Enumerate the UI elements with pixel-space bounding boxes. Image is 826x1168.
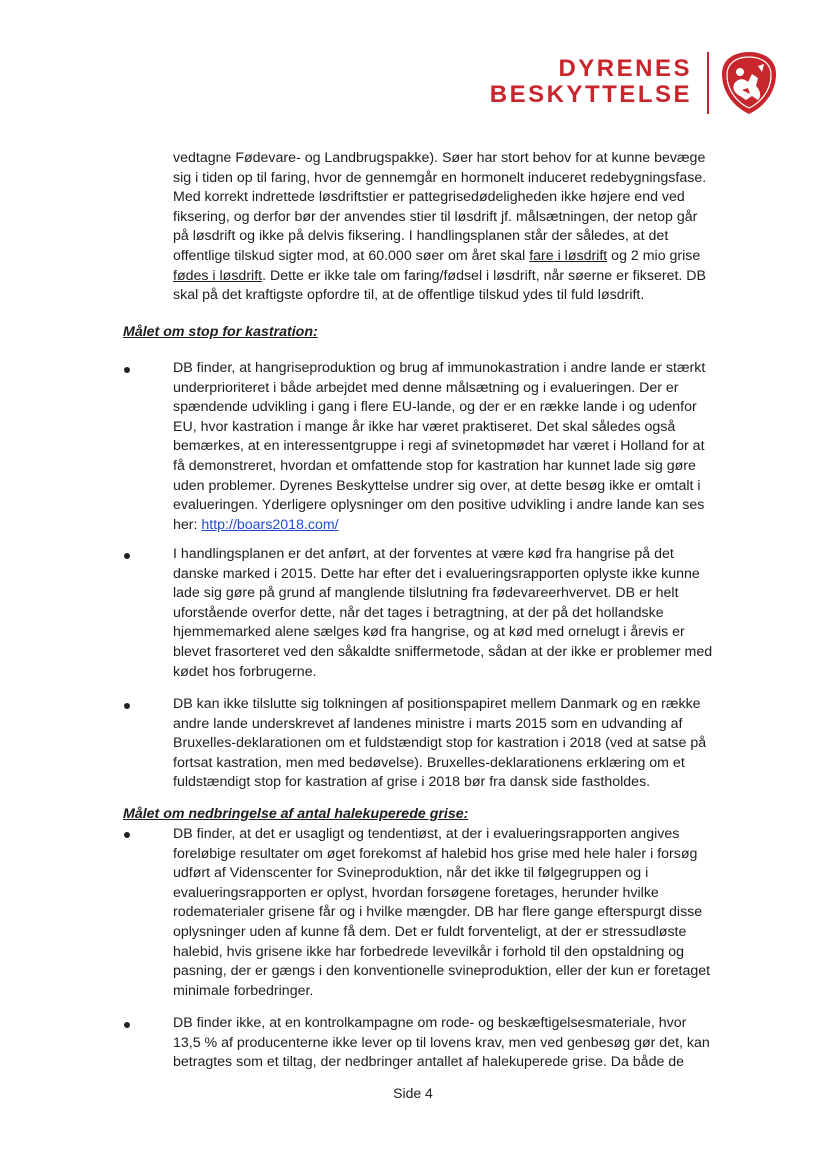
bullet-marker [124,703,130,709]
bullet-marker [124,1022,130,1028]
bullet-marker [124,553,130,559]
section2-bullet1: DB finder, at det er usagligt og tendentiøst, at der i evalueringsrapporten angives foreløbige resultater om øget forekomst af halebid hos grise med hele haler i forsøg udført af Videnscenter for Svineproduktion, når det ikke til følgegruppen og i evalueringsrapporten er oplyst, hvordan forsøgene foretages, herunder hvilke rodematerialer grisene får og i hvilke mængder. DB har flere gange efterspurgt disse oplysninger uden af kunne få dem. Det er fuldt forventeligt, at der er stressudløste halebid, hvis grisene ikke har forbedrede levevilkår i forhold til den opstaldning og pasning, der er gængs i den konventionelle svineproduktion, eller der kun er foretaget minimale forbedringer. [173,826,711,999]
section2-bullet2: DB finder ikke, at en kontrolkampagne om rode- og beskæftigelsesmateriale, hvor 13,5 % af producenterne ikke lever op til lovens krav, men ved genbesøg gør det, kan betragtes som et tiltag, der nedbringer antallet af halekuperede grise. Da både de [173,1015,710,1071]
intro-underline-2: fødes i løsdrift [173,267,263,284]
section1-bullet2: I handlingsplanen er det anført, at der forventes at være kød fra hangrise på det danske marked i 2015. Dette har efter det i evalueringsrapporten oplyste ikke kunne lade sig gøre på grund af manglende tilslutning fra fødevareerhvervet. DB er helt uforstående overfor dette, når det tages i betragtning, at der på det hollandske hjemmemarked alene sælges kød fra hangrise, og at kød med ornelugt i årevis er blevet frasorteret ved den såkaldte sniffermetode, sådan at der ikke er problemer med kødet hos forbrugerne. [173,546,713,680]
boars2018-link[interactable]: http://boars2018.com/ [201,516,339,533]
section-heading-halekupering: Målet om nedbringelse af antal halekuperede grise: [123,806,469,822]
section-heading-kastration: Målet om stop for kastration: [123,324,318,340]
page-number: Side 4 [393,1085,433,1101]
intro-text-2: og 2 mio grise [607,247,701,264]
logo-line-1: DYRENES [558,55,692,82]
bullet-marker [124,367,130,373]
bullet-marker [124,832,130,838]
section1-bullet1-text: DB finder, at hangriseproduktion og brug af immunokastration i andre lande er stærkt underprioriteret i både arbejdet med denne målsætning og i evalueringen. Der er spændende udvikling i gang i flere EU-lande, og der er en række lande i og udenfor EU, hvor kastration i mange år ikke har været praktiseret. Det skal således også bemærkes, at en interessentgruppe i regi af svinetopmødet har været i Holland for at få demonstreret, hvordan et omfattende stop for kastration har kunnet lade sig gøre uden problemer. Dyrenes Beskyttelse undrer sig over, at dette besøg ikke er omtalt i evalueringen. Yderligere oplysninger om den positive udvikling i andre lande kan ses her: [173,360,706,533]
section1-bullet1 [173,359,713,535]
logo-line-2: BESKYTTELSE [489,81,692,108]
intro-underline-1: fare i løsdrift [529,247,608,264]
intro-text-1: vedtagne Fødevare- og Landbrugspakke). Søer har stort behov for at kunne bevæge sig i tiden op til faring, hvor de gennemgår en hormonelt induceret redebygningsfase. Med korrekt indrettede løsdriftstier er pattegrisedødeligheden ikke højere end ved fiksering, og derfor bør der anvendes stier til løsdrift jf. målsætningen, der netop går på løsdrift og ikke på delvis fiksering. I handlingsplanen står der således, at det offentlige tilskud sigter mod, at 60.000 søer om året skal [173,150,707,264]
section1-bullet3: DB kan ikke tilslutte sig tolkningen af positionspapiret mellem Danmark og en række andre lande underskrevet af landenes ministre i marts 2015 som en udvanding af Bruxelles-deklarationen om et fuldstændigt stop for kastration i 2018 (ved at satse på fortsat kastration, men med bedøvelse). Bruxelles-deklarationens erklæring om et fuldstændigt stop for kastration af grise i 2018 bør fra dansk side fastholdes. [173,696,707,791]
intro-paragraph [173,149,713,306]
intro-text-3: . Dette er ikke tale om faring/fødsel i løsdrift, når søerne er fikseret. DB skal på det kraftigste opfordre til, at de offentlige tilskud ydes til fuld løsdrift. [173,267,706,304]
